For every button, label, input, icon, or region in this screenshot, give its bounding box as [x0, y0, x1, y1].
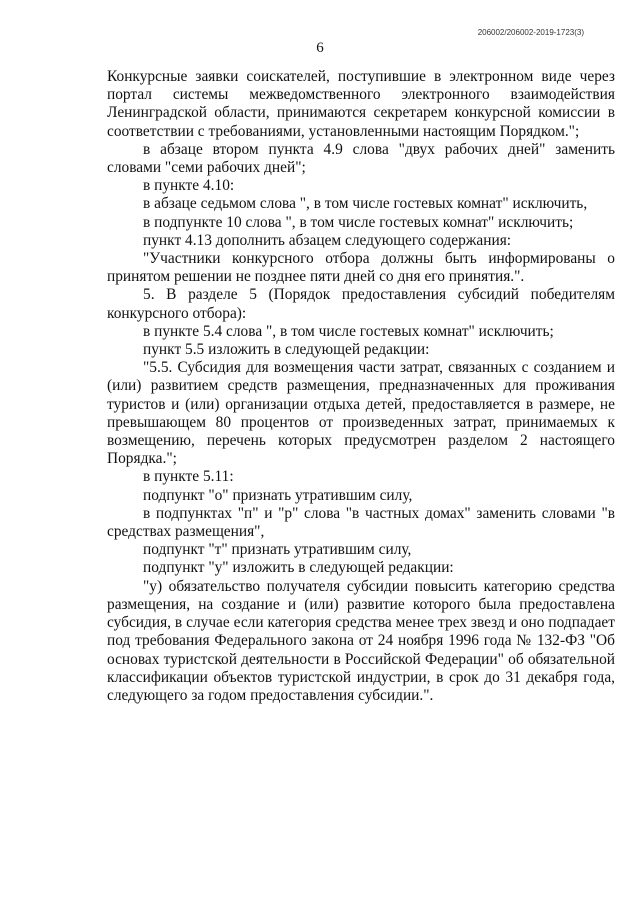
paragraph: в пункте 5.4 слова ", в том числе гостевых комнат" исключить; — [143, 322, 554, 340]
paragraph: подпункт "т" признать утратившим силу, — [143, 541, 412, 559]
paragraph: в абзаце втором пункта 4.9 слова "двух рабочих дней" заменить словами "семи рабочих дней"; — [107, 140, 615, 177]
paragraph: Конкурсные заявки соискателей, поступившие в электронном виде через портал системы межведомственного электронного взаимодействия Ленинградской области, принимаются секретарем конкурсной комиссии в соответствии с требованиями, установленными настоящим Порядком."; — [107, 68, 615, 140]
paragraph: в подпунктах "п" и "р" слова "в частных домах" заменить словами "в средствах размещения", — [107, 504, 615, 541]
document-body — [107, 68, 615, 705]
paragraph: в подпункте 10 слова ", в том числе гостевых комнат" исключить; — [143, 213, 574, 231]
paragraph: подпункт "у" изложить в следующей редакции: — [143, 559, 454, 577]
paragraph: "Участники конкурсного отбора должны быть информированы о принятом решении не позднее пяти дней со дня его принятия.". — [107, 250, 615, 286]
paragraph: "у) обязательство получателя субсидии повысить категорию средства размещения, на создание и (или) развитие которого была предоставлена субсидия, в случае если категория средства менее трех звезд и оно подпадает под требования Федерального закона от 24 ноября 1996 года № 132-ФЗ "Об основах туристской деятельности в Российской Федерации" об обязательной классификации объектов туристской индустрии, в срок до 31 декабря года, следующего за годом предоставления субсидии.". — [107, 577, 615, 704]
paragraph: пункт 5.5 изложить в следующей редакции: — [143, 341, 430, 359]
paragraph: подпункт "о" признать утратившим силу, — [143, 486, 413, 504]
paragraph: пункт 4.13 дополнить абзацем следующего содержания: — [143, 231, 512, 249]
document-id: 206002/206002-2019-1723(3) — [477, 28, 584, 37]
page-number: 6 — [316, 40, 324, 56]
paragraph: в пункте 5.11: — [143, 468, 234, 486]
paragraph: в пункте 4.10: — [143, 177, 235, 195]
paragraph: в абзаце седьмом слова ", в том числе гостевых комнат" исключить, — [143, 195, 588, 213]
paragraph: 5. В разделе 5 (Порядок предоставления субсидий победителям конкурсного отбора): — [107, 286, 615, 322]
paragraph: "5.5. Субсидия для возмещения части затрат, связанных с созданием и (или) развитием средств размещения, предназначенных для проживания туристов и (или) организации отдыха детей, предоставляется в размере, не превышающем 80 процентов от произведенных затрат, принимаемых к возмещению, перечень которых предусмотрен разделом 2 настоящего Порядка."; — [107, 359, 615, 468]
